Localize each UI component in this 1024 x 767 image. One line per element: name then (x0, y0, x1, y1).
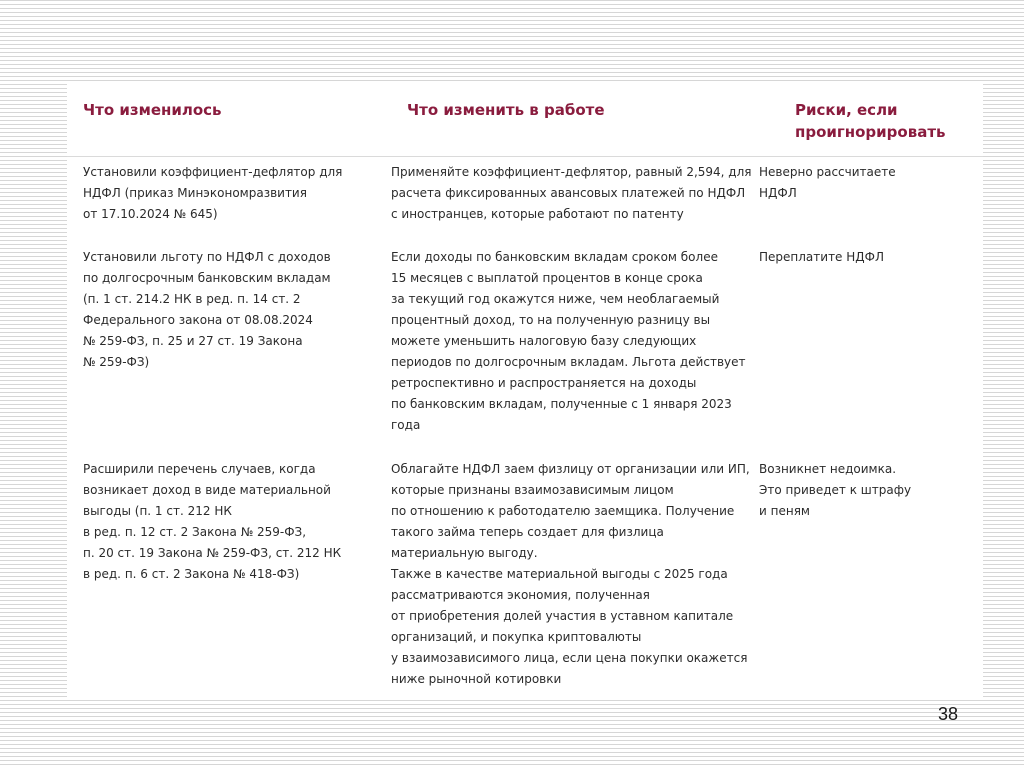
text-line: НДФЛ (приказ Минэкономразвития (83, 186, 307, 200)
text-line: в ред. п. 12 ст. 2 Закона № 259-ФЗ, (83, 525, 307, 539)
text-line: п. 20 ст. 19 Закона № 259-ФЗ, ст. 212 НК (83, 546, 342, 560)
text-line: Федерального закона от 08.08.2024 (83, 313, 313, 327)
text-line: Расширили перечень случаев, когда (83, 462, 316, 476)
column-header-risk-line1: Риски, если (795, 101, 898, 119)
text-line: Облагайте НДФЛ заем физлицу от организации или ИП, (391, 462, 750, 476)
text-line: организаций, и покупка криптовалюты (391, 630, 642, 644)
text-line: возникает доход в виде материальной (83, 483, 331, 497)
text-line: Это приведет к штрафу (759, 483, 912, 497)
text-line: процентный доход, то на полученную разницу вы (391, 313, 711, 327)
row-3-risk (759, 459, 911, 522)
row-2-action (391, 247, 746, 436)
text-line: года (391, 418, 421, 432)
column-header-risk (795, 99, 946, 143)
row-2-risk (759, 247, 884, 268)
text-line: Установили льготу по НДФЛ с доходов (83, 250, 331, 264)
text-line: такого займа теперь создает для физлица (391, 525, 664, 539)
row-1-changed (83, 162, 342, 225)
row-2-changed (83, 247, 331, 373)
text-line: за текущий год окажутся ниже, чем необлагаемый (391, 292, 720, 306)
text-line: № 259-ФЗ) (83, 355, 150, 369)
text-line: с иностранцев, которые работают по патенту (391, 207, 684, 221)
column-header-action: Что изменить в работе (407, 101, 605, 119)
header-divider (67, 156, 983, 157)
text-line: Переплатите НДФЛ (759, 250, 885, 264)
row-3-action (391, 459, 750, 690)
text-line: Также в качестве материальной выгоды с 2025 года (391, 567, 728, 581)
text-line: (п. 1 ст. 214.2 НК в ред. п. 14 ст. 2 (83, 292, 301, 306)
text-line: № 259-ФЗ, п. 25 и 27 ст. 19 Закона (83, 334, 303, 348)
page-number: 38 (937, 704, 958, 724)
slide (67, 81, 983, 699)
column-header-changed: Что изменилось (83, 101, 222, 119)
text-line: по долгосрочным банковским вкладам (83, 271, 331, 285)
text-line: НДФЛ (759, 186, 797, 200)
text-line: по банковским вкладам, полученные с 1 января 2023 (391, 397, 732, 411)
text-line: материальную выгоду. (391, 546, 538, 560)
text-line: рассматриваются экономия, полученная (391, 588, 650, 602)
row-3-changed (83, 459, 341, 585)
text-line: Если доходы по банковским вкладам сроком более (391, 250, 718, 264)
text-line: выгоды (п. 1 ст. 212 НК (83, 504, 232, 518)
text-line: 15 месяцев с выплатой процентов в конце срока (391, 271, 703, 285)
text-line: расчета фиксированных авансовых платежей по НДФЛ (391, 186, 746, 200)
text-line: ниже рыночной котировки (391, 672, 562, 686)
text-line: Применяйте коэффициент-дефлятор, равный 2,594, для (391, 165, 752, 179)
text-line: по отношению к работодателю заемщика. Получение (391, 504, 735, 518)
text-line: в ред. п. 6 ст. 2 Закона № 418-ФЗ) (83, 567, 300, 581)
text-line: Возникнет недоимка. (759, 462, 897, 476)
text-line: от 17.10.2024 № 645) (83, 207, 218, 221)
text-line: ретроспективно и распространяется на доходы (391, 376, 697, 390)
column-header-risk-line2: проигнорировать (795, 123, 946, 141)
text-line: Установили коэффициент-дефлятор для (83, 165, 343, 179)
text-line: периодов по долгосрочным вкладам. Льгота действует (391, 355, 746, 369)
text-line: и пеням (759, 504, 810, 518)
text-line: Неверно рассчитаете (759, 165, 896, 179)
text-line: можете уменьшить налоговую базу следующих (391, 334, 697, 348)
text-line: которые признаны взаимозависимым лицом (391, 483, 674, 497)
text-line: от приобретения долей участия в уставном капитале (391, 609, 734, 623)
row-1-risk (759, 162, 896, 204)
row-1-action (391, 162, 752, 225)
text-line: у взаимозависимого лица, если цена покупки окажется (391, 651, 748, 665)
